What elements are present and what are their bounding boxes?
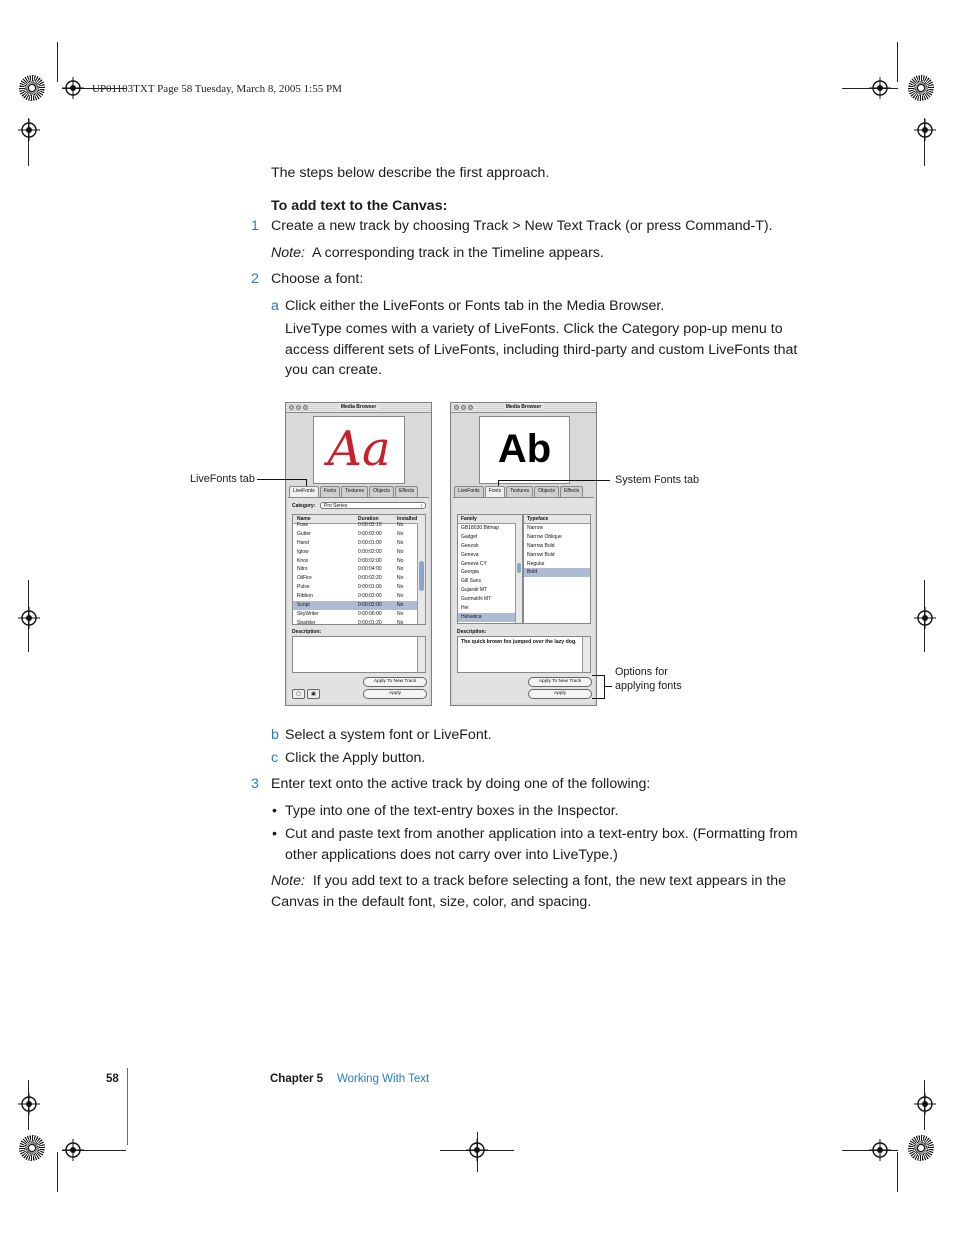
zoom-icon[interactable] [468,405,473,410]
note-text: Canvas in the default font, size, color, and spacing. [271,893,592,910]
tab-livefonts[interactable]: LiveFonts [454,486,484,497]
description-text: The quick brown fox jumped over the lazy dog. [461,639,577,645]
media-browser-fonts-window [450,402,597,706]
list-item[interactable] [293,557,425,566]
starburst-mark-icon [908,75,934,101]
registration-mark-icon [914,607,936,629]
list-scrollbar[interactable] [515,523,522,623]
list-item[interactable]: Geneva CY [461,560,487,567]
list-item[interactable] [293,601,425,610]
close-icon[interactable] [289,405,294,410]
registration-mark-icon [18,607,40,629]
starburst-mark-icon [19,75,45,101]
info-icon[interactable]: ▣ [307,689,320,699]
step-text: Create a new track by choosing Track > New Text Track (or press Command-T). [271,218,773,234]
procedure-heading: To add text to the Canvas: [271,198,448,214]
cell-name: Fuse [297,522,309,528]
typeface-list[interactable] [523,514,591,624]
cell-name: Sparkler [297,619,316,625]
description-box [292,636,426,673]
scroll-thumb[interactable] [419,561,424,591]
preview-glyphs: Aa [327,421,391,477]
registration-mark-icon [869,77,891,99]
media-browser-livefonts-window [285,402,432,706]
list-item[interactable] [293,619,425,625]
callout-options [615,665,682,693]
registration-mark-icon [466,1139,488,1161]
step-number: 1 [251,218,259,234]
apply-button[interactable]: Apply [363,689,427,699]
substep-paragraph [285,319,797,381]
font-preview [313,416,405,484]
font-preview [479,416,570,484]
bullet-line: Cut and paste text from another application into a text-entry box. (Formatting from [285,826,798,842]
cell-duration: 0:00:02:10 [358,522,382,528]
substep-letter: a [271,298,279,314]
list-item[interactable]: Hei [461,605,469,612]
browser-tabs [454,486,583,497]
paragraph-line: you can create. [285,362,383,378]
bullet-line: Type into one of the text-entry boxes in the Inspector. [285,803,619,819]
column-header-typeface[interactable]: Typeface [527,516,549,522]
list-item[interactable]: Bold [524,568,590,577]
preview-glyphs: Ab [497,427,552,471]
cell-installed: No [397,602,404,609]
substep-text: Select a system font or LiveFont. [285,727,492,743]
starburst-mark-icon [19,1135,45,1161]
registration-mark-icon [18,119,40,141]
cell-duration: 0:00:02:00 [358,602,382,609]
cell-name: Pulse [297,584,310,591]
cell-name: Ribbon [297,593,313,600]
list-item[interactable]: Narrow [527,525,544,531]
cell-installed: No [397,566,404,573]
note-text: A corresponding track in the Timeline appears. [312,245,604,261]
zoom-icon[interactable] [303,405,308,410]
list-item[interactable]: Geneva [461,551,479,558]
callout-bracket [592,675,604,676]
list-item[interactable]: Georgia [461,569,479,576]
registration-mark-icon [914,119,936,141]
cell-duration: 0:00:04:00 [358,566,382,573]
list-item[interactable] [293,583,425,592]
font-family-list[interactable] [457,514,523,624]
list-item[interactable] [293,548,425,557]
livefonts-list[interactable] [292,514,426,625]
list-item[interactable] [293,610,425,619]
cell-duration: 0:00:01:20 [358,619,382,625]
list-item[interactable]: Regular [527,560,545,567]
list-item[interactable]: Helvetica [458,613,522,622]
callout-bracket [604,675,605,699]
substep-letter: c [271,750,279,766]
list-item[interactable] [293,565,425,574]
cell-name: Iglow [297,548,309,555]
tab-fonts[interactable]: Fonts [485,486,506,497]
window-title: Media Browser [338,404,380,410]
substep-letter: b [271,727,279,743]
callout-leader [498,480,499,486]
chevron-updown-icon: ↕ [420,503,423,509]
window-titlebar[interactable] [451,403,596,413]
tab-fonts[interactable]: Fonts [320,486,341,497]
description-label: Description: [292,629,322,635]
list-rows [293,521,425,625]
callout-line: applying fonts [615,680,682,692]
cell-name: SkyWriter [297,610,319,617]
note-label: Note: [271,245,305,261]
note-text: If you add text to a track before selecting a font, the new text appears in the [312,873,787,889]
callout-leader [604,686,612,687]
window-title: Media Browser [503,404,545,410]
step-number: 3 [251,776,259,792]
cell-duration: 0:00:02:00 [358,593,382,600]
list-scrollbar[interactable] [417,523,425,624]
cell-installed: No [397,522,404,528]
note [271,243,604,264]
cell-installed: No [397,530,404,537]
note [271,871,786,912]
callout-line: Options for [615,666,668,678]
list-item[interactable]: Narrow Bold [527,551,555,558]
page-number: 58 [106,1073,119,1085]
cell-name: OilFire [297,575,312,582]
cell-duration: 0:00:06:00 [358,610,382,617]
column-header-name[interactable]: Name [297,516,311,522]
registration-mark-icon [914,1093,936,1115]
cell-installed: No [397,557,404,564]
category-value: Pro Series [324,503,348,509]
tab-objects[interactable]: Objects [369,486,394,497]
folder-icon[interactable]: ▢ [292,689,305,699]
cell-name: Nitro [297,566,308,573]
cell-duration: 0:00:02:00 [358,548,382,555]
list-item[interactable] [293,521,425,530]
category-popup[interactable] [320,502,426,509]
apply-button[interactable]: Apply [528,689,592,699]
window-titlebar[interactable] [286,403,431,413]
substep-text: Click the Apply button. [285,750,426,766]
substep-text: Click either the LiveFonts or Fonts tab in the Media Browser. [285,298,665,314]
list-header [458,515,522,524]
footer-rule [127,1068,128,1145]
scroll-thumb[interactable] [517,563,521,573]
column-header-family[interactable]: Family [461,516,477,522]
bullet-icon: • [272,803,277,819]
close-icon[interactable] [454,405,459,410]
cell-name: Hand [297,539,309,546]
list-item[interactable]: Geezah [461,542,479,549]
list-rows [524,524,590,577]
tab-textures[interactable]: Textures [506,486,533,497]
cell-duration: 0:00:01:00 [358,539,382,546]
tab-effects[interactable]: Effects [395,486,418,497]
bullet-icon: • [272,826,277,842]
step-text: Choose a font: [271,271,364,287]
tab-livefonts[interactable]: LiveFonts [289,486,319,497]
category-label: Category: [292,503,316,509]
description-box [457,636,591,673]
registration-mark-icon [18,1093,40,1115]
list-item[interactable]: Narrow Oblique [527,533,562,540]
registration-mark-icon [62,1139,84,1161]
cell-installed: No [397,548,404,555]
list-item[interactable] [293,530,425,539]
intro-paragraph: The steps below describe the first approach. [271,165,550,181]
description-scrollbar[interactable] [582,637,590,672]
starburst-mark-icon [908,1135,934,1161]
registration-mark-icon [62,77,84,99]
registration-mark-icon [869,1139,891,1161]
cell-installed: No [397,584,404,591]
list-item[interactable]: GB18030 Bitmap [461,525,500,531]
cell-installed: No [397,575,404,582]
paragraph-line: LiveType comes with a variety of LiveFonts. Click the Category pop-up menu to [285,321,783,337]
bullet-item [285,824,798,865]
apply-to-new-track-button[interactable]: Apply To New Track [363,677,427,687]
list-item[interactable]: Gill Sans [461,578,482,585]
chapter-label: Chapter 5 [270,1073,324,1085]
bullet-item [285,801,619,822]
cell-duration: 0:00:02:20 [358,575,382,582]
cell-name: Gutter [297,530,311,537]
callout-system-fonts-tab: System Fonts tab [615,474,700,486]
callout-leader [306,479,307,486]
callout-bracket [592,698,604,699]
callout-leader [257,479,307,480]
description-scrollbar[interactable] [417,637,425,672]
cell-duration: 0:00:02:00 [358,530,382,537]
bullet-line: other applications does not carry over into LiveType.) [285,846,618,863]
list-item[interactable] [293,592,425,601]
note-label: Note: [271,873,305,889]
printer-slug: UP01103TXT Page 58 Tuesday, March 8, 2005 1:55 PM [92,83,342,95]
list-item[interactable] [293,539,425,548]
cell-duration: 0:00:02:00 [358,557,382,564]
list-header [524,515,590,524]
apply-to-new-track-button[interactable]: Apply To New Track [528,677,592,687]
list-item[interactable]: Gujarati MT [461,587,488,594]
paragraph-line: access different sets of LiveFonts, including third-party and custom LiveFonts that [285,341,798,358]
minimize-icon[interactable] [461,405,466,410]
column-header-duration[interactable]: Duration [358,516,379,522]
cell-name: Knox [297,557,309,564]
list-item[interactable]: Gadget [461,533,478,540]
cell-installed: No [397,619,404,625]
step-number: 2 [251,271,259,287]
cell-installed: No [397,610,404,617]
tab-effects[interactable]: Effects [560,486,583,497]
list-item[interactable]: Gurmukhi MT [461,596,492,603]
description-label: Description: [457,629,487,635]
cell-name: Script [297,602,310,609]
list-rows [458,524,522,622]
column-header-installed[interactable]: Installed [397,516,418,522]
list-item[interactable]: Narrow Bold [527,542,555,549]
cell-installed: No [397,539,404,546]
cell-duration: 0:00:01:00 [358,584,382,591]
callout-livefonts-tab: LiveFonts tab [190,473,255,485]
tab-textures[interactable]: Textures [341,486,368,497]
tab-objects[interactable]: Objects [534,486,559,497]
minimize-icon[interactable] [296,405,301,410]
cell-installed: No [397,593,404,600]
chapter-title: Working With Text [337,1073,430,1085]
list-item[interactable] [293,574,425,583]
callout-leader [498,480,610,481]
browser-tabs [289,486,418,497]
step-text: Enter text onto the active track by doing one of the following: [271,776,651,792]
